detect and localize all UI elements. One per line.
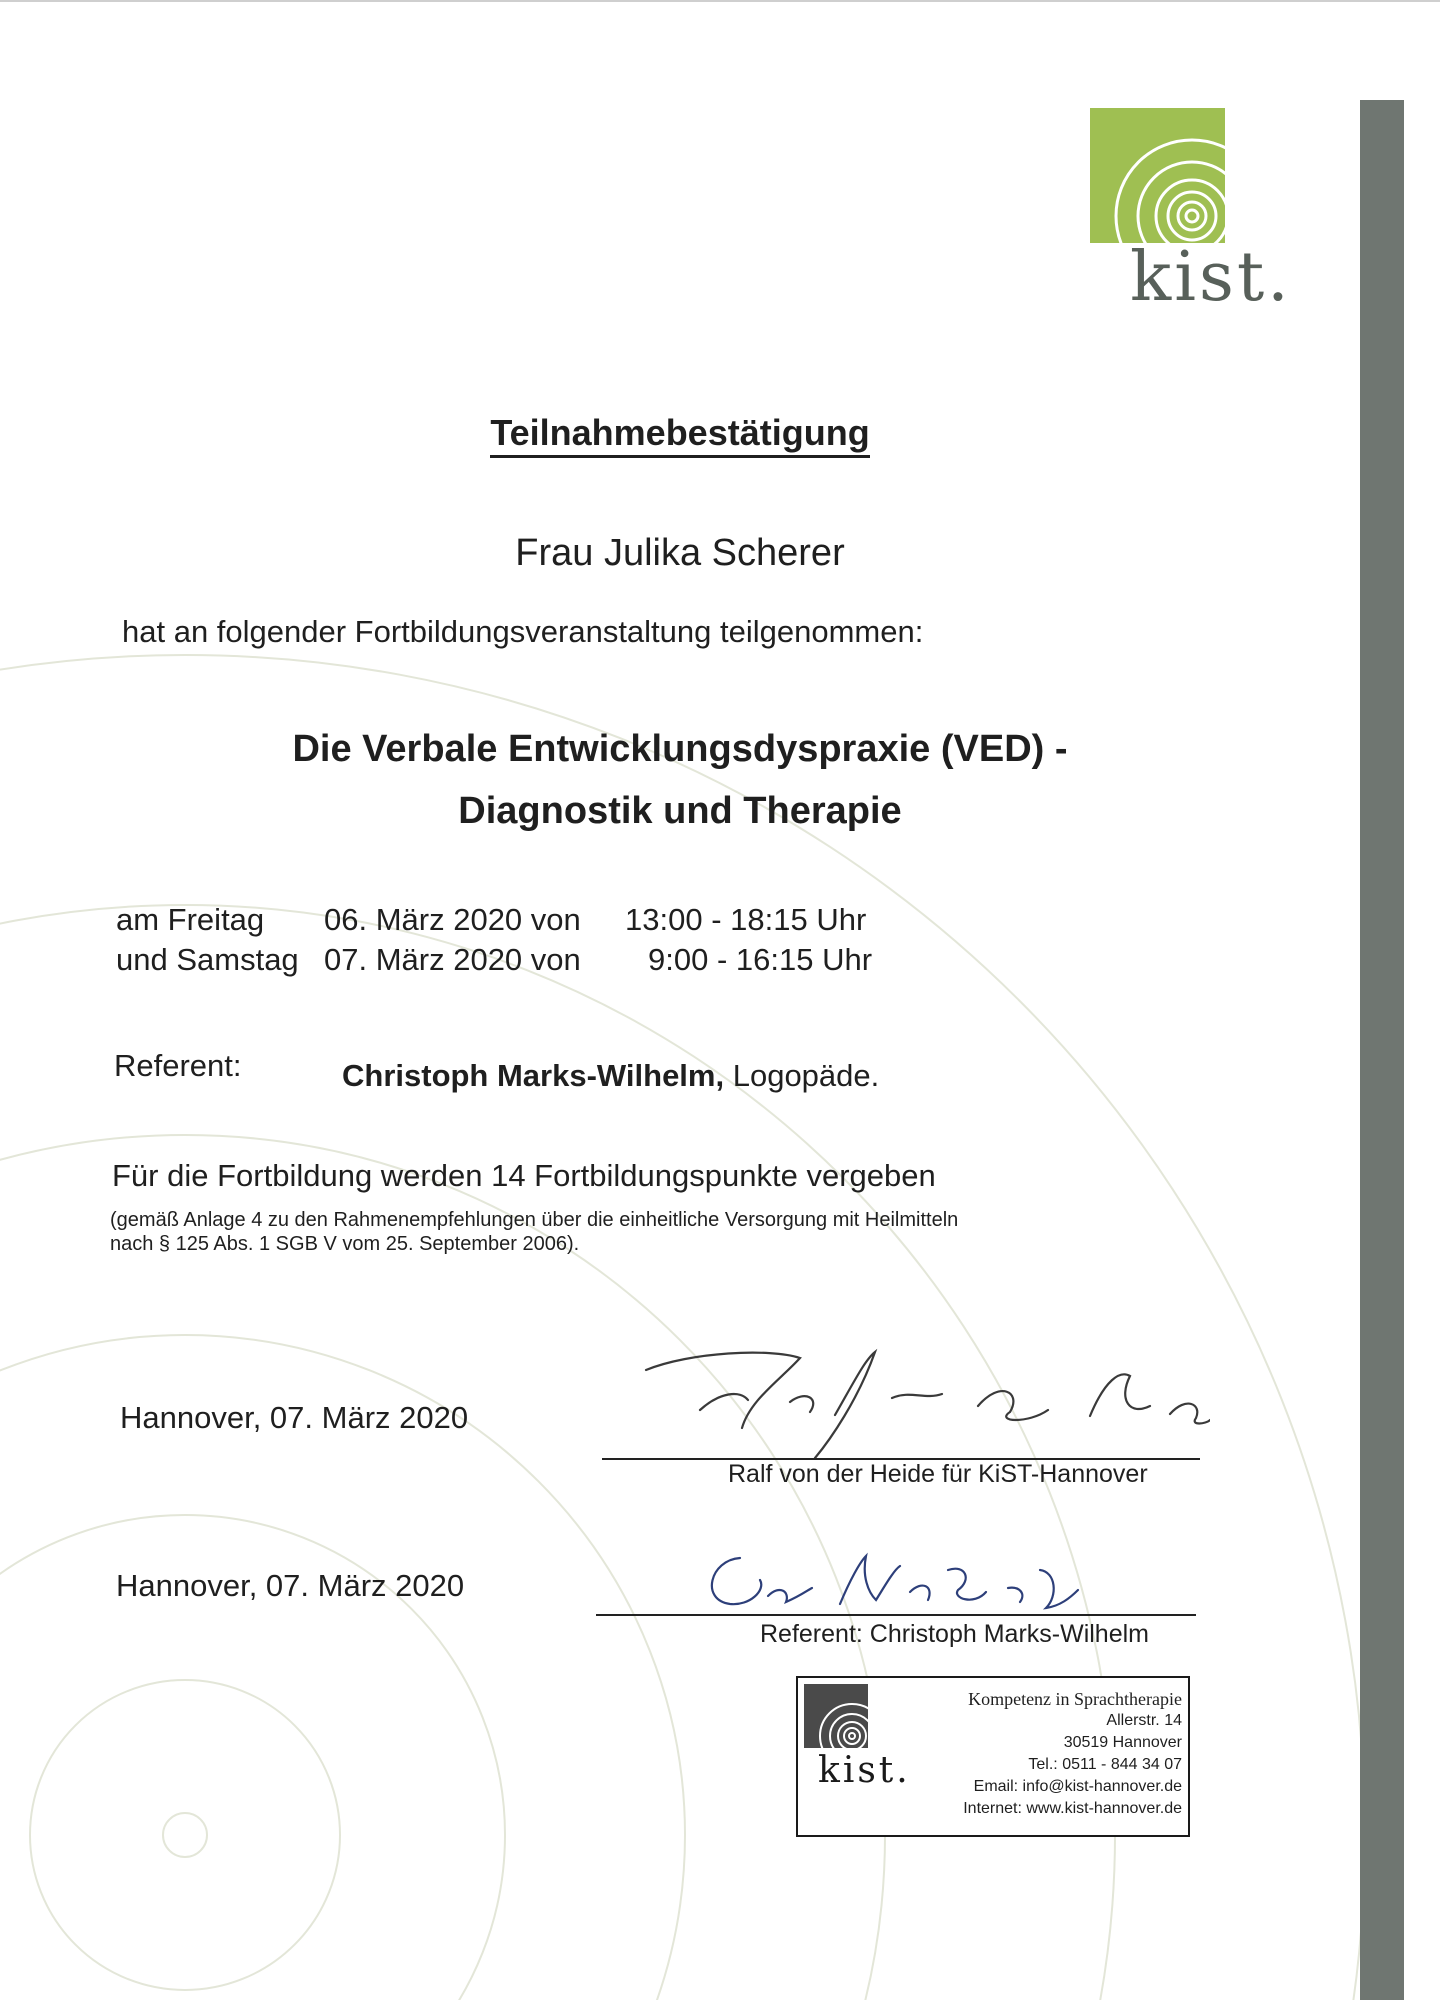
kist-wordmark: kist.: [1130, 238, 1292, 317]
schedule-time: 13:00 - 18:15 Uhr: [625, 902, 867, 937]
stamp-wordmark: kist.: [818, 1750, 911, 1791]
stamp-email: Email: info@kist-hannover.de: [973, 1778, 1182, 1795]
signature-caption-1: Ralf von der Heide für KiST-Hannover: [728, 1460, 1148, 1488]
referent-name: Christoph Marks-Wilhelm,: [342, 1058, 725, 1093]
decorative-sidebar-bar: [1360, 100, 1404, 2000]
place-date-1: Hannover, 07. März 2020: [120, 1400, 469, 1435]
schedule-day: und Samstag: [116, 942, 299, 977]
course-title: [0, 718, 1360, 842]
stamp-tagline: Kompetenz in Sprachtherapie: [968, 1689, 1182, 1709]
signature-caption-2: Referent: Christoph Marks-Wilhelm: [760, 1620, 1149, 1648]
document-title: Teilnahmebestätigung: [0, 412, 1360, 454]
stamp-logo-mark: [804, 1684, 868, 1748]
legal-note-line-2: nach § 125 Abs. 1 SGB V vom 25. September 2006).: [110, 1233, 580, 1255]
stamp-street: Allerstr. 14: [1106, 1712, 1182, 1729]
stamp-phone: Tel.: 0511 - 844 34 07: [1028, 1756, 1182, 1773]
points-statement: Für die Fortbildung werden 14 Fortbildungspunkte vergeben: [112, 1158, 936, 1193]
referent-value: [342, 1058, 879, 1094]
signature-2: [690, 1540, 1090, 1620]
recipient-name: Frau Julika Scherer: [515, 532, 845, 574]
stamp-city: 30519 Hannover: [1063, 1734, 1182, 1751]
signature-1: [630, 1340, 1210, 1460]
kist-stamp: [796, 1676, 1190, 1837]
referent-label: Referent:: [114, 1048, 242, 1083]
stamp-address-block: [963, 1688, 1182, 1820]
kist-logo: [1090, 108, 1320, 328]
legal-note: [110, 1208, 1110, 1256]
stamp-web: Internet: www.kist-hannover.de: [963, 1800, 1182, 1817]
course-title-line-1: Die Verbale Entwicklungsdyspraxie (VED) -: [292, 728, 1068, 770]
legal-note-line-1: (gemäß Anlage 4 zu den Rahmenempfehlungen über die einheitliche Versorgung mit Heilmitteln: [110, 1209, 959, 1231]
referent: [114, 1048, 1014, 1098]
signature-line-2: [596, 1614, 1196, 1616]
kist-logo-mark: [1090, 108, 1225, 243]
schedule-time: 9:00 - 16:15 Uhr: [648, 942, 873, 977]
schedule-date: 07. März 2020 von: [324, 942, 581, 977]
schedule-day: am Freitag: [116, 902, 265, 937]
intro-text: hat an folgender Fortbildungsveranstaltung teilgenommen:: [122, 614, 924, 649]
course-title-line-2: Diagnostik und Therapie: [458, 790, 902, 832]
schedule-date: 06. März 2020 von: [324, 902, 581, 937]
referent-profession: Logopäde.: [724, 1058, 880, 1093]
place-date-2: Hannover, 07. März 2020: [116, 1568, 465, 1603]
